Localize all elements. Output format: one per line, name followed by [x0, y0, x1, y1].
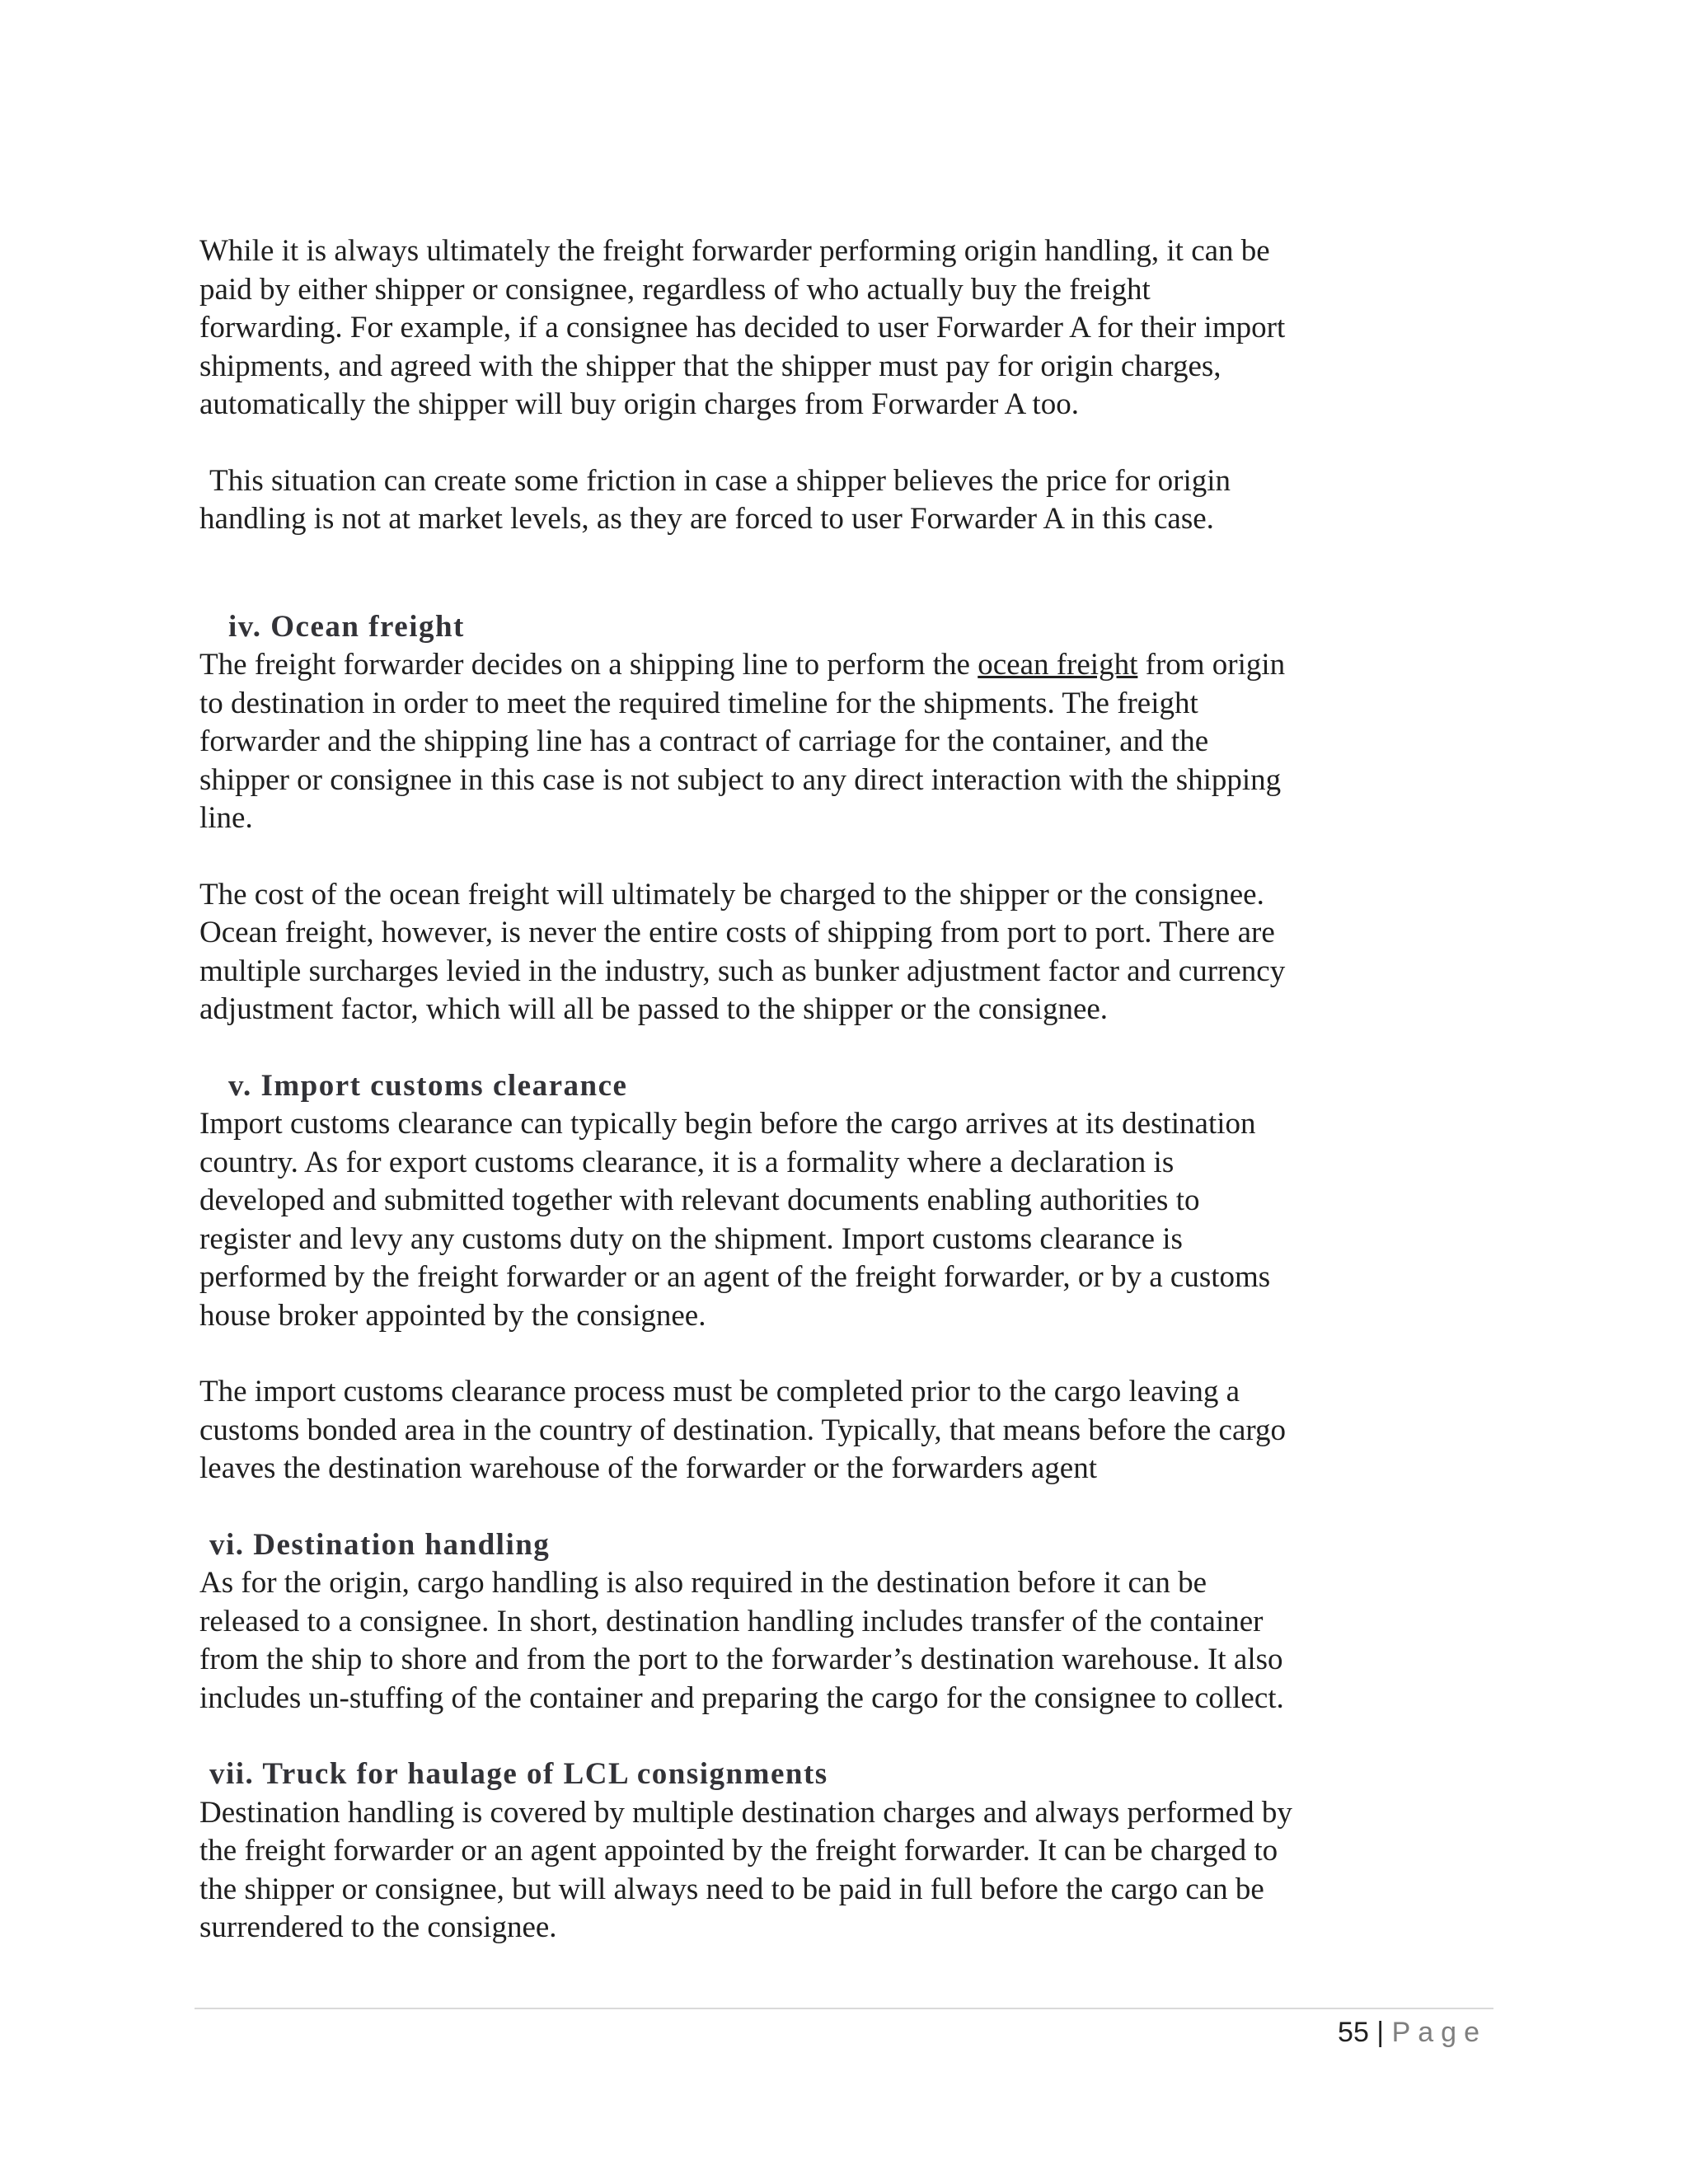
text-line — [199, 646, 1493, 685]
text-line: The cost of the ocean freight will ultimately be charged to the shipper or the consignee. — [199, 877, 1264, 912]
text-line: leaves the destination warehouse of the forwarder or the forwarders agent — [199, 1451, 1097, 1485]
ocean-freight-link[interactable]: ocean freight — [978, 648, 1138, 682]
paragraph-destination-handling — [199, 1564, 1493, 1718]
text-line: adjustment factor, which will all be passed to the shipper or the consignee. — [199, 992, 1109, 1026]
text-line: performed by the freight forwarder or an agent of the freight forwarder, or by a customs — [199, 1260, 1271, 1294]
footer-separator: | — [1368, 2017, 1392, 2048]
text-line: Destination handling is covered by multiple destination charges and always performed by — [199, 1795, 1292, 1830]
text-line: the freight forwarder or an agent appointed by the freight forwarder. It can be charged to — [199, 1834, 1278, 1868]
page-number: 55 — [1338, 2017, 1369, 2048]
paragraph-ocean-freight-cost — [199, 876, 1493, 1029]
page-body — [199, 232, 1493, 1947]
text-line: paid by either shipper or consignee, regardless of who actually buy the freight — [199, 272, 1151, 307]
text-fragment: The freight forwarder decides on a shipping line to perform the — [199, 648, 978, 682]
text-line: line. — [199, 801, 253, 835]
footer-divider — [195, 2008, 1493, 2009]
text-line: includes un-stuffing of the container and preparing the cargo for the consignee to collect. — [199, 1680, 1284, 1715]
text-line: customs bonded area in the country of destination. Typically, that means before the cargo — [199, 1413, 1287, 1447]
text-line: The import customs clearance process must be completed prior to the cargo leaving a — [199, 1375, 1240, 1408]
paragraph-friction — [199, 462, 1493, 539]
text-line: house broker appointed by the consignee. — [199, 1298, 706, 1333]
text-line: developed and submitted together with relevant documents enabling authorities to — [199, 1183, 1200, 1217]
heading-ocean-freight: iv. Ocean freight — [228, 609, 465, 644]
paragraph-truck-haulage — [199, 1794, 1493, 1947]
text-line: handling is not at market levels, as they are forced to user Forwarder A in this case. — [199, 502, 1214, 536]
text-line: multiple surcharges levied in the industry, such as bunker adjustment factor and currency — [199, 954, 1286, 988]
text-line: As for the origin, cargo handling is also required in the destination before it can be — [199, 1566, 1207, 1600]
text-line: the shipper or consignee, but will always need to be paid in full before the cargo can be — [199, 1872, 1264, 1906]
text-line: forwarding. For example, if a consignee has decided to user Forwarder A for their import — [199, 311, 1286, 344]
page-word: Page — [1391, 2017, 1487, 2048]
text-line: shipper or consignee in this case is not subject to any direct interaction with the shipping — [199, 762, 1282, 797]
text-line: register and levy any customs duty on the shipment. Import customs clearance is — [199, 1221, 1183, 1256]
page-footer — [1338, 2014, 1487, 2050]
text-line: from the ship to shore and from the port to the forwarder’s destination warehouse. It also — [199, 1643, 1283, 1676]
text-line: released to a consignee. In short, destination handling includes transfer of the container — [199, 1604, 1264, 1638]
text-line: Ocean freight, however, is never the entire costs of shipping from port to port. There are — [199, 916, 1275, 949]
paragraph-origin-handling-payment — [199, 232, 1493, 424]
text-line: While it is always ultimately the freight forwarder performing origin handling, it can be — [199, 234, 1270, 268]
text-line: surrendered to the consignee. — [199, 1910, 557, 1944]
heading-import-customs-clearance: v. Import customs clearance — [228, 1068, 628, 1103]
text-line: forwarder and the shipping line has a contract of carriage for the container, and the — [199, 724, 1209, 758]
text-line: Import customs clearance can typically begin before the cargo arrives at its destination — [199, 1107, 1256, 1141]
paragraph-import-customs — [199, 1105, 1493, 1335]
text-line: to destination in order to meet the required timeline for the shipments. The freight — [199, 686, 1198, 720]
paragraph-ocean-freight — [199, 646, 1493, 838]
text-line: country. As for export customs clearance, it is a formality where a declaration is — [199, 1145, 1175, 1179]
heading-destination-handling: vi. Destination handling — [209, 1527, 551, 1562]
text-line: automatically the shipper will buy origin charges from Forwarder A too. — [199, 387, 1079, 421]
paragraph-customs-process — [199, 1373, 1493, 1488]
heading-truck-haulage-lcl: vii. Truck for haulage of LCL consignments — [209, 1757, 828, 1791]
text-line: This situation can create some friction in case a shipper believes the price for origin — [209, 463, 1231, 498]
text-line: shipments, and agreed with the shipper that the shipper must pay for origin charges, — [199, 349, 1221, 383]
text-fragment: from origin — [1137, 648, 1286, 682]
